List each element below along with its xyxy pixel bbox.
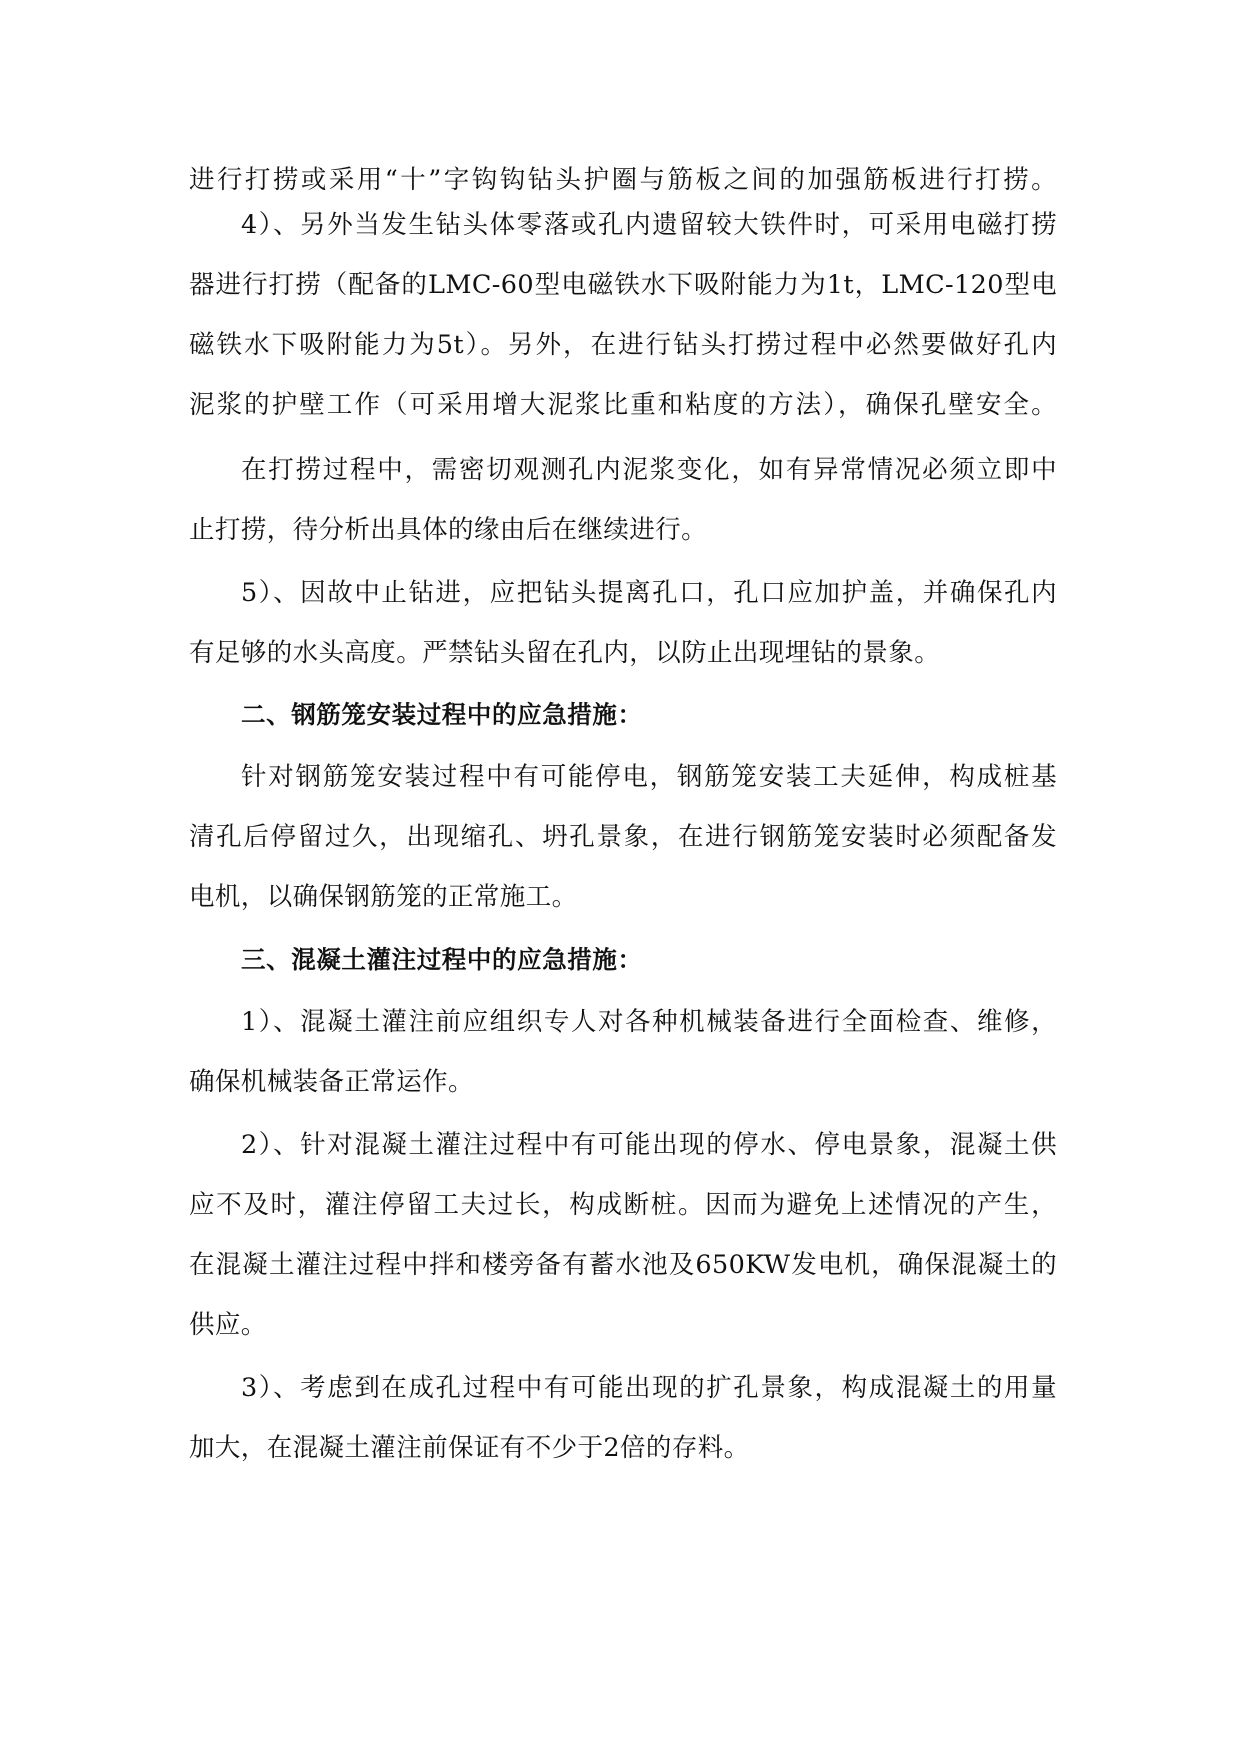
paragraph-line: 器进行打捞（配备的LMC-60型电磁铁水下吸附能力为1t，LMC-120型电 — [189, 270, 1057, 300]
paragraph-line: 泥浆的护壁工作（可采用增大泥浆比重和粘度的方法），确保孔壁安全。 — [189, 390, 1057, 420]
paragraph-line: 5）、因故中止钻进，应把钻头提离孔口，孔口应加护盖，并确保孔内 — [241, 578, 1057, 608]
section-heading: 三、混凝土灌注过程中的应急措施： — [241, 945, 643, 974]
paragraph-line: 有足够的水头高度。严禁钻头留在孔内，以防止出现埋钻的景象。 — [189, 638, 941, 668]
paragraph-line: 4）、另外当发生钻头体零落或孔内遗留较大铁件时，可采用电磁打捞 — [241, 210, 1057, 240]
paragraph-line: 清孔后停留过久，出现缩孔、坍孔景象，在进行钢筋笼安装时必须配备发 — [189, 822, 1057, 852]
paragraph-line: 应不及时，灌注停留工夫过长，构成断桩。因而为避免上述情况的产生， — [189, 1190, 1057, 1220]
document-body — [189, 0, 1057, 1754]
paragraph-line: 针对钢筋笼安装过程中有可能停电，钢筋笼安装工夫延伸，构成桩基 — [241, 762, 1057, 792]
paragraph-line: 供应。 — [189, 1310, 267, 1340]
paragraph-line: 确保机械装备正常运作。 — [189, 1067, 474, 1097]
section-heading: 二、钢筋笼安装过程中的应急措施： — [241, 700, 643, 729]
paragraph-line: 电机，以确保钢筋笼的正常施工。 — [189, 882, 578, 912]
paragraph-line: 1）、混凝土灌注前应组织专人对各种机械装备进行全面检查、维修， — [241, 1007, 1057, 1037]
paragraph-line: 进行打捞或采用“十”字钩钩钻头护圈与筋板之间的加强筋板进行打捞。 — [189, 165, 1057, 195]
paragraph-line: 3）、考虑到在成孔过程中有可能出现的扩孔景象，构成混凝土的用量 — [241, 1373, 1057, 1403]
paragraph-line: 加大，在混凝土灌注前保证有不少于2倍的存料。 — [189, 1433, 750, 1463]
paragraph-line: 止打捞，待分析出具体的缘由后在继续进行。 — [189, 515, 708, 545]
paragraph-line: 磁铁水下吸附能力为5t）。另外，在进行钻头打捞过程中必然要做好孔内 — [189, 330, 1057, 360]
paragraph-line: 在混凝土灌注过程中拌和楼旁备有蓄水池及650KW发电机，确保混凝土的 — [189, 1250, 1057, 1280]
paragraph-line: 在打捞过程中，需密切观测孔内泥浆变化，如有异常情况必须立即中 — [241, 455, 1057, 485]
paragraph-line: 2）、针对混凝土灌注过程中有可能出现的停水、停电景象，混凝土供 — [241, 1130, 1057, 1160]
